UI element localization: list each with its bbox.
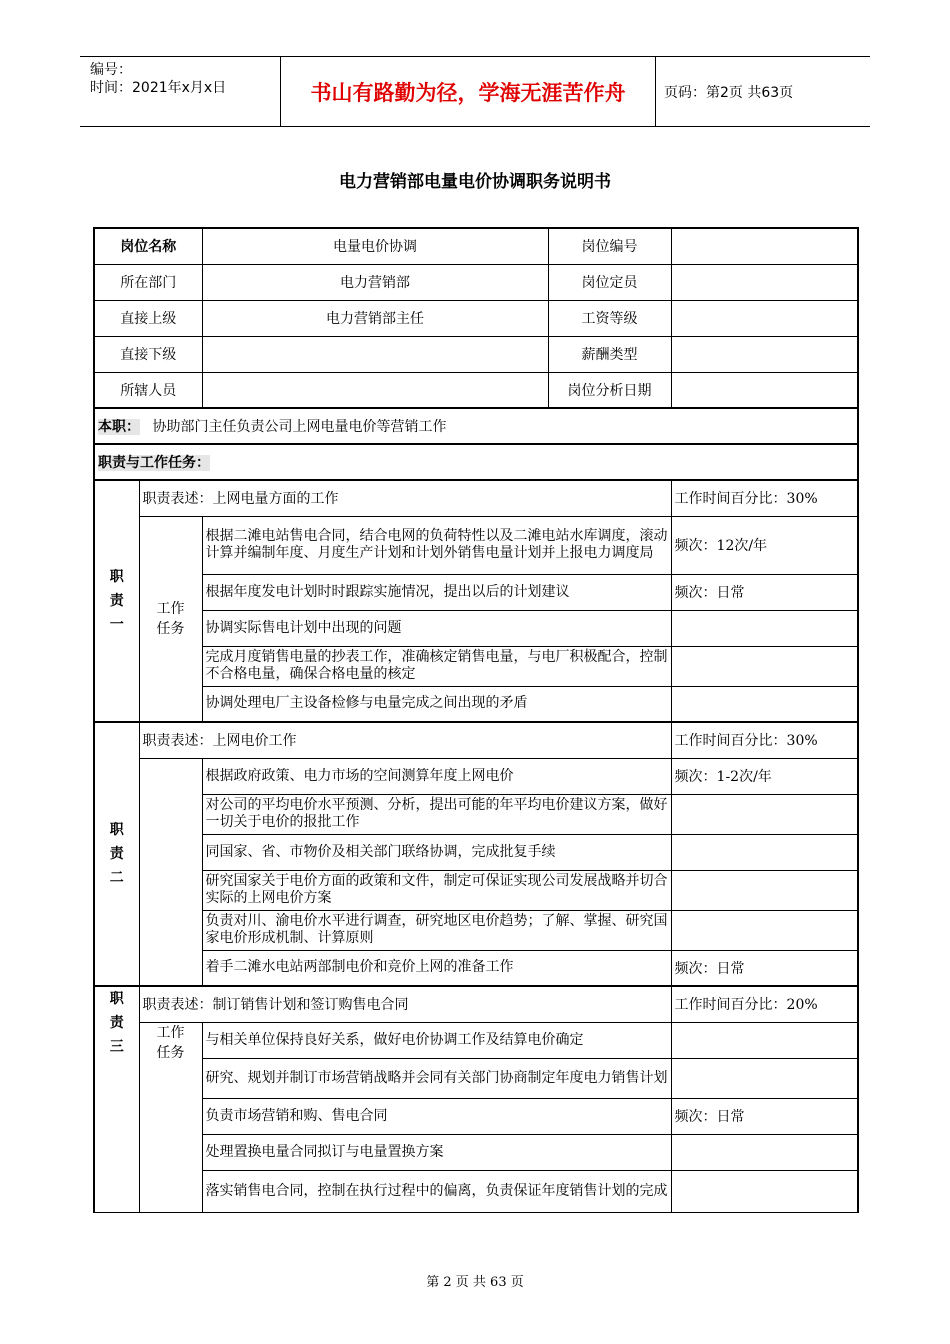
time-label: 时间：2021年x月x日 <box>90 80 227 96</box>
task-text: 根据政府政策、电力市场的空间测算年度上网电价 <box>202 758 671 794</box>
task-frequency: 频次：12次/年 <box>671 516 858 574</box>
info-label: 直接上级 <box>94 300 202 336</box>
task-row <box>94 910 858 950</box>
info-row <box>94 300 858 336</box>
info-value <box>671 372 858 408</box>
main-duty-row <box>94 408 858 444</box>
task-text: 研究国家关于电价方面的政策和文件，制定可保证实现公司发展战略并切合实际的上网电价方案 <box>202 870 671 910</box>
duty-summary: 职责表述：上网电量方面的工作 <box>139 480 671 516</box>
page-header <box>80 56 870 127</box>
duty-time-pct: 工作时间百分比：30% <box>671 722 858 758</box>
info-value: 电力营销部 <box>202 264 548 300</box>
duty-summary: 职责表述：上网电价工作 <box>139 722 671 758</box>
task-row <box>94 950 858 986</box>
info-value: 电力营销部主任 <box>202 300 548 336</box>
task-row <box>94 794 858 834</box>
header-meta <box>90 61 226 97</box>
task-frequency <box>671 1058 858 1098</box>
info-row <box>94 372 858 408</box>
task-row <box>94 686 858 722</box>
page-info: 页码：第2页 共63页 <box>664 84 794 101</box>
task-frequency <box>671 1022 858 1058</box>
duty-label: 职 责 二 <box>94 722 139 986</box>
info-label: 所在部门 <box>94 264 202 300</box>
page-footer: 第 2 页 共 63 页 <box>426 1275 524 1290</box>
info-label: 直接下级 <box>94 336 202 372</box>
info-row <box>94 264 858 300</box>
main-duty-text: 协助部门主任负责公司上网电量电价等营销工作 <box>152 419 447 435</box>
duties-heading: 职责与工作任务： <box>98 455 210 471</box>
info-label: 所辖人员 <box>94 372 202 408</box>
info-label: 薪酬类型 <box>548 336 671 372</box>
task-text: 完成月度销售电量的抄表工作，准确核定销售电量，与电厂积极配合，控制不合格电量，确保合格电量的核定 <box>202 646 671 686</box>
info-value <box>671 228 858 264</box>
task-row <box>94 1022 858 1058</box>
duty-label: 职 责 一 <box>94 480 139 722</box>
info-row <box>94 228 858 264</box>
info-value <box>671 336 858 372</box>
duty-time-pct: 工作时间百分比：30% <box>671 480 858 516</box>
info-label: 岗位名称 <box>94 228 202 264</box>
number-label: 编号： <box>90 62 132 78</box>
task-frequency: 频次：日常 <box>671 950 858 986</box>
task-row <box>94 516 858 574</box>
task-row <box>94 610 858 646</box>
task-frequency: 频次：日常 <box>671 1098 858 1134</box>
task-text: 负责市场营销和购、售电合同 <box>202 1098 671 1134</box>
info-value <box>202 336 548 372</box>
info-value <box>202 372 548 408</box>
task-row <box>94 646 858 686</box>
task-frequency <box>671 610 858 646</box>
task-frequency <box>671 794 858 834</box>
task-text: 负责对川、渝电价水平进行调查，研究地区电价趋势；了解、掌握、研究国家电价形成机制、计算原则 <box>202 910 671 950</box>
task-text: 着手二滩水电站两部制电价和竞价上网的准备工作 <box>202 950 671 986</box>
task-text: 根据年度发电计划时时跟踪实施情况，提出以后的计划建议 <box>202 574 671 610</box>
duty-time-pct: 工作时间百分比：20% <box>671 986 858 1022</box>
document-title: 电力营销部电量电价协调职务说明书 <box>339 172 611 192</box>
job-description-table <box>93 227 859 1213</box>
task-frequency <box>671 870 858 910</box>
task-row <box>94 1058 858 1098</box>
task-text: 处理置换电量合同拟订与电量置换方案 <box>202 1134 671 1170</box>
task-row <box>94 870 858 910</box>
duty-summary-row <box>94 722 858 758</box>
task-text: 同国家、省、市物价及相关部门联络协调，完成批复手续 <box>202 834 671 870</box>
task-label: 工作 任务 <box>139 1022 202 1212</box>
info-value <box>671 264 858 300</box>
task-frequency: 频次：日常 <box>671 574 858 610</box>
task-frequency <box>671 646 858 686</box>
info-value <box>671 300 858 336</box>
task-row <box>94 758 858 794</box>
task-frequency <box>671 910 858 950</box>
duty-summary-row <box>94 480 858 516</box>
info-row <box>94 336 858 372</box>
duty-summary: 职责表述：制订销售计划和签订购售电合同 <box>139 986 671 1022</box>
info-value: 电量电价协调 <box>202 228 548 264</box>
duties-heading-row <box>94 444 858 480</box>
task-row <box>94 1098 858 1134</box>
main-duty-label: 本职： <box>98 419 140 435</box>
info-label: 工资等级 <box>548 300 671 336</box>
motto: 书山有路勤为径，学海无涯苦作舟 <box>280 57 656 126</box>
task-frequency <box>671 1170 858 1212</box>
task-text: 对公司的平均电价水平预测、分析，提出可能的年平均电价建议方案，做好一切关于电价的报批工作 <box>202 794 671 834</box>
task-row <box>94 834 858 870</box>
task-row <box>94 1170 858 1212</box>
task-label: 工作 任务 <box>139 516 202 722</box>
task-frequency <box>671 686 858 722</box>
task-text: 协调处理电厂主设备检修与电量完成之间出现的矛盾 <box>202 686 671 722</box>
task-text: 落实销售电合同，控制在执行过程中的偏离，负责保证年度销售计划的完成 <box>202 1170 671 1212</box>
task-text: 研究、规划并制订市场营销战略并会同有关部门协商制定年度电力销售计划 <box>202 1058 671 1098</box>
duty-summary-row <box>94 986 858 1022</box>
task-text: 与相关单位保持良好关系，做好电价协调工作及结算电价确定 <box>202 1022 671 1058</box>
task-frequency <box>671 1134 858 1170</box>
info-label: 岗位编号 <box>548 228 671 264</box>
info-label: 岗位分析日期 <box>548 372 671 408</box>
duty-label: 职 责 三 <box>94 986 139 1212</box>
task-frequency <box>671 834 858 870</box>
task-text: 根据二滩电站售电合同，结合电网的负荷特性以及二滩电站水库调度，滚动计算并编制年度、月度生产计划和计划外销售电量计划并上报电力调度局 <box>202 516 671 574</box>
task-row <box>94 574 858 610</box>
task-text: 协调实际售电计划中出现的问题 <box>202 610 671 646</box>
task-frequency: 频次：1-2次/年 <box>671 758 858 794</box>
info-label: 岗位定员 <box>548 264 671 300</box>
task-row <box>94 1134 858 1170</box>
task-label-empty <box>139 758 202 986</box>
